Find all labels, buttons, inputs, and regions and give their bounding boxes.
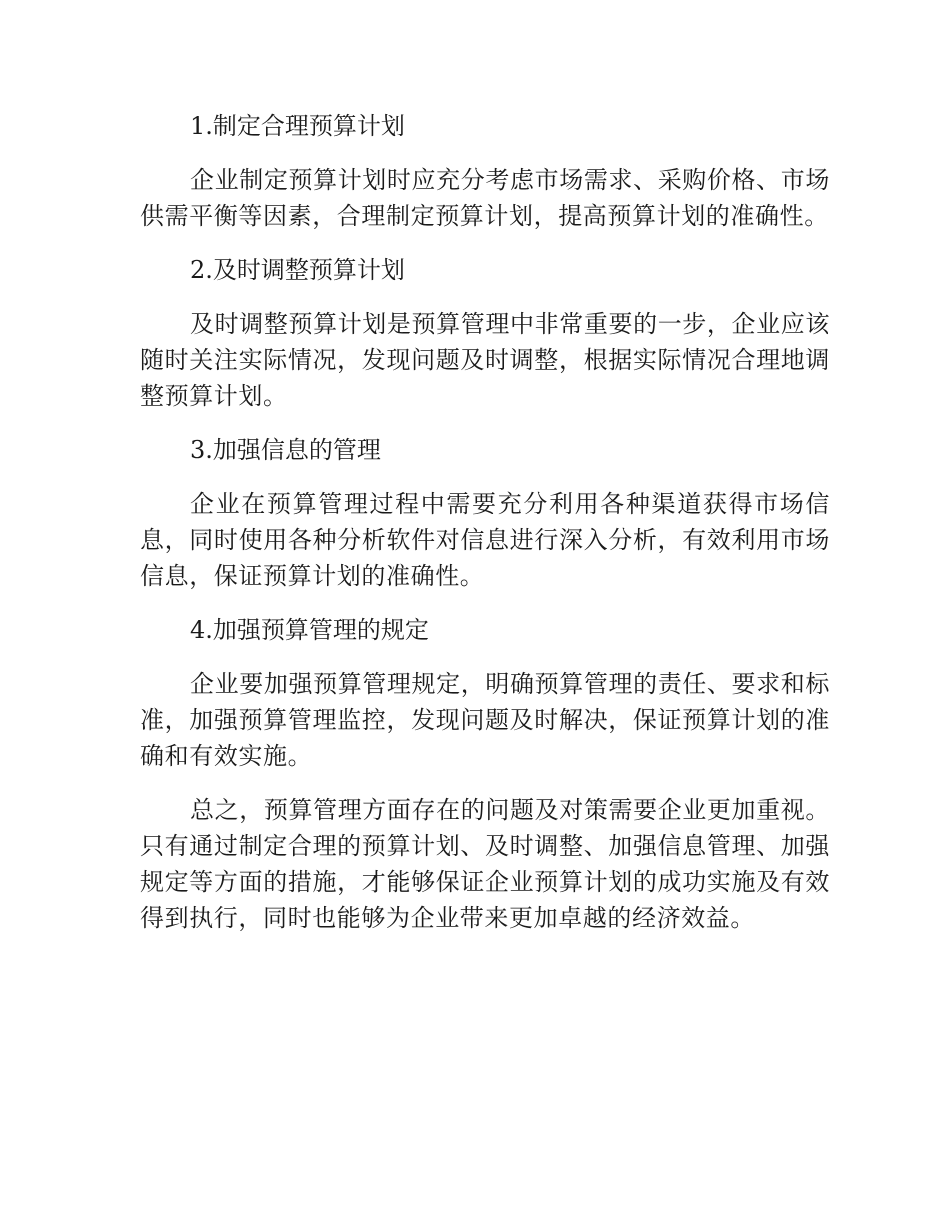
document-body [140,108,830,936]
conclusion-paragraph: 总之，预算管理方面存在的问题及对策需要企业更加重视。只有通过制定合理的预算计划、及时调整、加强信息管理、加强规定等方面的措施，才能够保证企业预算计划的成功实施及有效得到执行，同时也能够为企业带来更加卓越的经济效益。 [140,796,830,932]
section-heading-4: 4.加强预算管理的规定 [190,616,429,644]
section-heading-3: 3.加强信息的管理 [190,436,381,464]
section-heading-1: 1.制定合理预算计划 [190,112,405,140]
section-paragraph-3: 企业在预算管理过程中需要充分利用各种渠道获得市场信息，同时使用各种分析软件对信息进行深入分析，有效利用市场信息，保证预算计划的准确性。 [140,490,830,590]
section-paragraph-2: 及时调整预算计划是预算管理中非常重要的一步，企业应该随时关注实际情况，发现问题及时调整，根据实际情况合理地调整预算计划。 [140,310,830,410]
section-heading-2: 2.及时调整预算计划 [190,256,405,284]
section-paragraph-4: 企业要加强预算管理规定，明确预算管理的责任、要求和标准，加强预算管理监控，发现问题及时解决，保证预算计划的准确和有效实施。 [140,670,830,770]
section-paragraph-1: 企业制定预算计划时应充分考虑市场需求、采购价格、市场供需平衡等因素，合理制定预算计划，提高预算计划的准确性。 [140,166,830,230]
